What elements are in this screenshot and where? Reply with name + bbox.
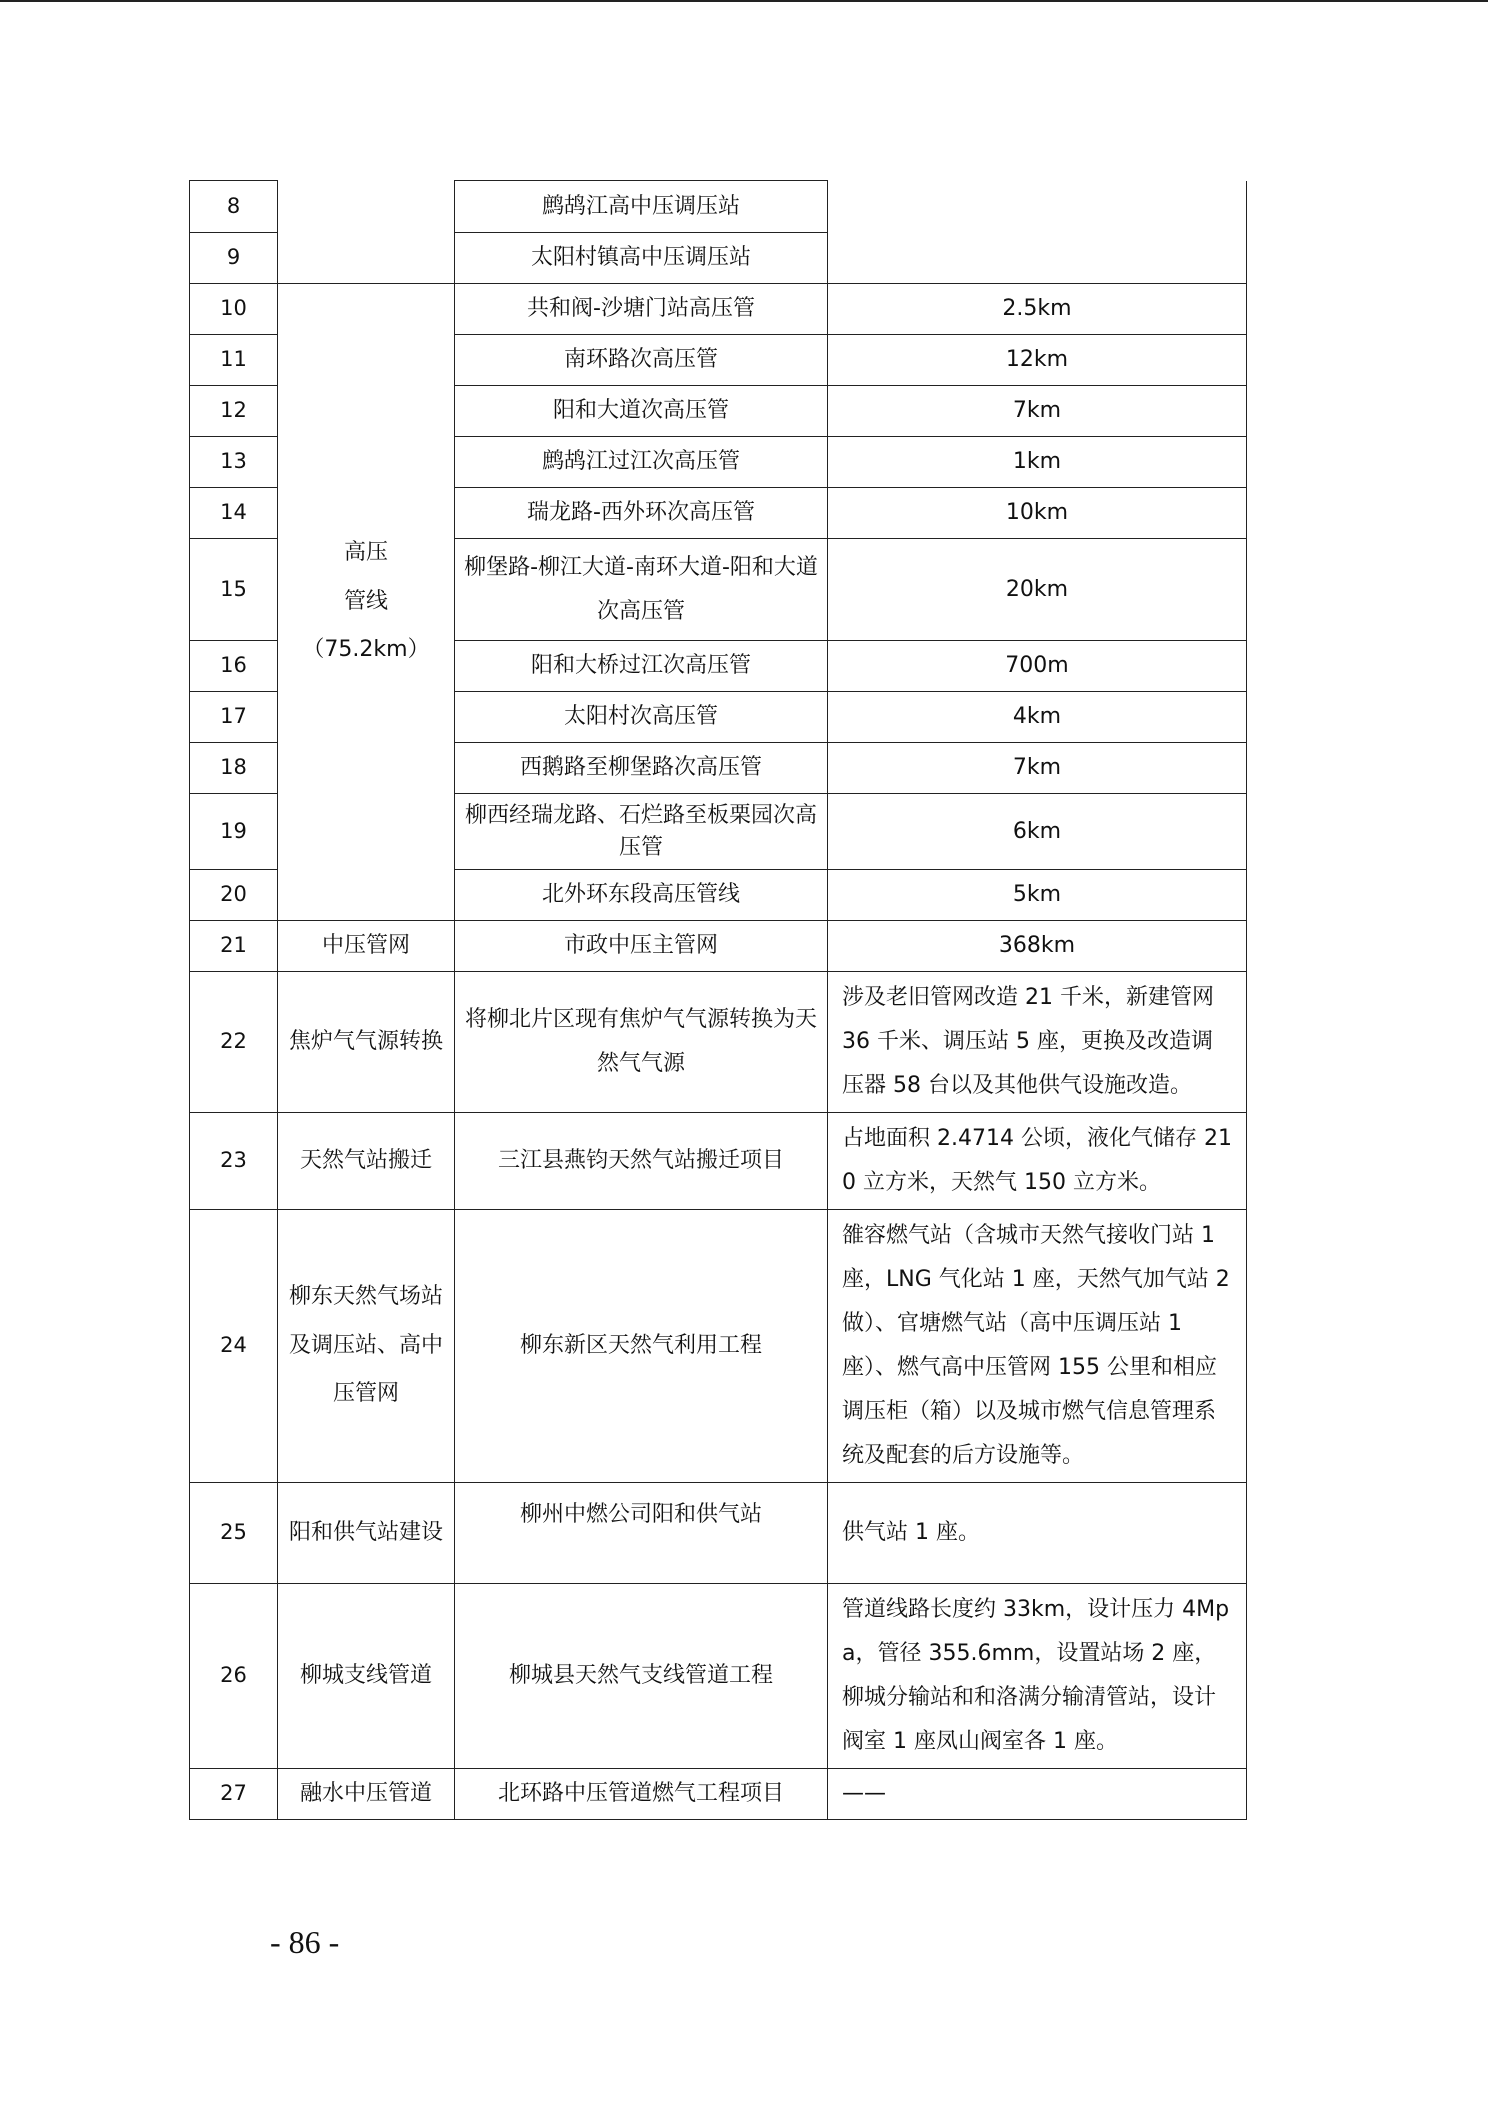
- project-name: 柳堡路-柳江大道-南环大道-阳和大道次高压管: [455, 539, 828, 641]
- project-name: 阳和大道次高压管: [455, 386, 828, 437]
- project-category: 柳城支线管道: [278, 1584, 455, 1769]
- row-number: 16: [190, 641, 278, 692]
- table-row: [190, 1483, 1247, 1584]
- project-name: 柳西经瑞龙路、石烂路至板栗园次高压管: [455, 794, 828, 870]
- project-scale: 4km: [828, 692, 1247, 743]
- row-number: 19: [190, 794, 278, 870]
- project-scale: 涉及老旧管网改造 21 千米，新建管网 36 千米、调压站 5 座，更换及改造调压器 58 台以及其他供气设施改造。: [828, 972, 1247, 1113]
- project-name: 鹧鸪江过江次高压管: [455, 437, 828, 488]
- project-name: 西鹅路至柳堡路次高压管: [455, 743, 828, 794]
- table-row: [190, 284, 1247, 335]
- row-number: 13: [190, 437, 278, 488]
- row-number: 9: [190, 233, 278, 284]
- project-name: 共和阀-沙塘门站高压管: [455, 284, 828, 335]
- table-row: [190, 181, 1247, 233]
- project-name: 太阳村镇高中压调压站: [455, 233, 828, 284]
- table-row: [190, 1584, 1247, 1769]
- project-scale: 雒容燃气站（含城市天然气接收门站 1 座，LNG 气化站 1 座，天然气加气站 2 做）、官塘燃气站（高中压调压站 1 座）、燃气高中压管网 155 公里和相应调压柜（箱）以及城市燃气信息管理系统及配套的后方设施等。: [828, 1210, 1247, 1483]
- table-row: [190, 921, 1247, 972]
- project-scale: 1km: [828, 437, 1247, 488]
- project-scale: 700m: [828, 641, 1247, 692]
- project-name: 柳州中燃公司阳和供气站: [455, 1483, 828, 1584]
- row-number: 22: [190, 972, 278, 1113]
- project-scale: 供气站 1 座。: [828, 1483, 1247, 1584]
- project-name: 市政中压主管网: [455, 921, 828, 972]
- category-line: （75.2km）: [302, 637, 430, 663]
- row-number: 10: [190, 284, 278, 335]
- project-scale: 20km: [828, 539, 1247, 641]
- project-category: 焦炉气气源转换: [278, 972, 455, 1113]
- category-high-pressure: [278, 284, 455, 921]
- row-number: 15: [190, 539, 278, 641]
- row-number: 11: [190, 335, 278, 386]
- table-row: [190, 1769, 1247, 1820]
- project-category: 柳东天然气场站及调压站、高中压管网: [278, 1210, 455, 1483]
- category-cell-empty: [278, 181, 455, 284]
- row-number: 17: [190, 692, 278, 743]
- project-name: 将柳北片区现有焦炉气气源转换为天然气气源: [455, 972, 828, 1113]
- project-name: 三江县燕钧天然气站搬迁项目: [455, 1113, 828, 1210]
- row-number: 20: [190, 870, 278, 921]
- table-row: [190, 1113, 1247, 1210]
- project-category: 天然气站搬迁: [278, 1113, 455, 1210]
- table-row: [190, 1210, 1247, 1483]
- project-category: 中压管网: [278, 921, 455, 972]
- project-name: 瑞龙路-西外环次高压管: [455, 488, 828, 539]
- row-number: 27: [190, 1769, 278, 1820]
- project-name: 太阳村次高压管: [455, 692, 828, 743]
- row-number: 12: [190, 386, 278, 437]
- project-name: 阳和大桥过江次高压管: [455, 641, 828, 692]
- scale-cell-empty: [828, 181, 1247, 284]
- page-top-rule: [0, 0, 1488, 2]
- page-number: - 86 -: [270, 1924, 340, 1960]
- project-name: 南环路次高压管: [455, 335, 828, 386]
- gas-projects-table: [189, 180, 1247, 1820]
- row-number: 8: [190, 181, 278, 233]
- project-scale: 5km: [828, 870, 1247, 921]
- project-category: 融水中压管道: [278, 1769, 455, 1820]
- project-scale: ——: [828, 1769, 1247, 1820]
- row-number: 14: [190, 488, 278, 539]
- project-name: 鹧鸪江高中压调压站: [455, 181, 828, 233]
- project-scale: 占地面积 2.4714 公顷，液化气储存 210 立方米，天然气 150 立方米。: [828, 1113, 1247, 1210]
- project-category: 阳和供气站建设: [278, 1483, 455, 1584]
- project-scale: 7km: [828, 743, 1247, 794]
- row-number: 23: [190, 1113, 278, 1210]
- row-number: 21: [190, 921, 278, 972]
- project-scale: 10km: [828, 488, 1247, 539]
- category-line: 管线: [343, 588, 388, 614]
- row-number: 26: [190, 1584, 278, 1769]
- row-number: 24: [190, 1210, 278, 1483]
- project-scale: 368km: [828, 921, 1247, 972]
- row-number: 18: [190, 743, 278, 794]
- project-scale: 6km: [828, 794, 1247, 870]
- project-name: 柳东新区天然气利用工程: [455, 1210, 828, 1483]
- row-number: 25: [190, 1483, 278, 1584]
- project-name: 北环路中压管道燃气工程项目: [455, 1769, 828, 1820]
- project-name: 北外环东段高压管线: [455, 870, 828, 921]
- project-scale: 7km: [828, 386, 1247, 437]
- project-scale: 管道线路长度约 33km，设计压力 4Mpa，管径 355.6mm，设置站场 2 座，柳城分输站和和洛满分输清管站，设计阀室 1 座凤山阀室各 1 座。: [828, 1584, 1247, 1769]
- project-scale: 12km: [828, 335, 1247, 386]
- project-name: 柳城县天然气支线管道工程: [455, 1584, 828, 1769]
- table-row: [190, 972, 1247, 1113]
- category-line: 高压: [343, 540, 388, 566]
- project-scale: 2.5km: [828, 284, 1247, 335]
